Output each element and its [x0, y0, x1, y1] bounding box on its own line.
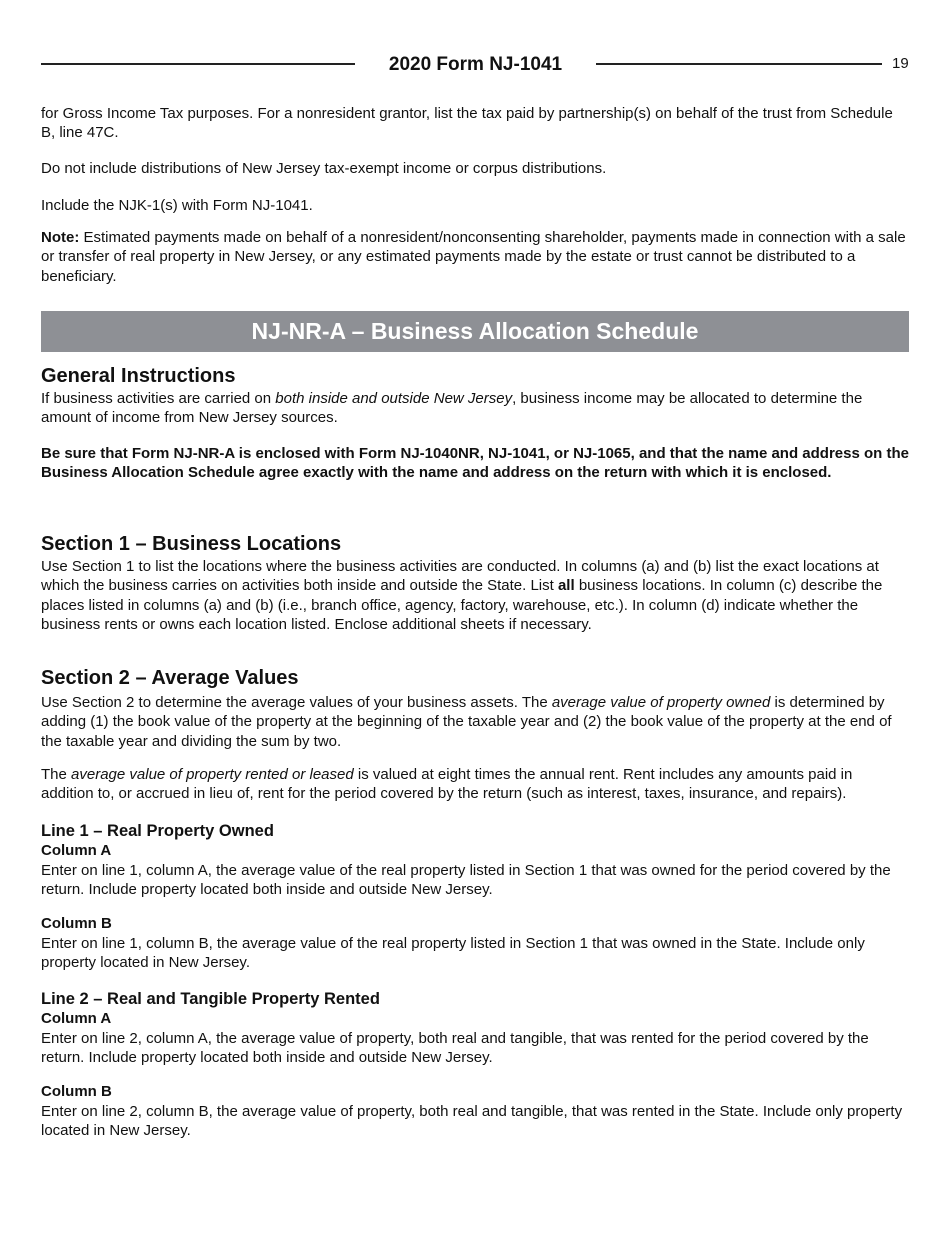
section-2-p2-emphasis: average value of property rented or leased: [71, 766, 354, 783]
note-paragraph: [41, 228, 909, 286]
note-label: Note:: [41, 229, 80, 246]
line-2-column-a-text: Enter on line 2, column A, the average value of property, both real and tangible, that was rented for the period covered by the return. Include property located both inside and outside New Jersey.: [41, 1030, 869, 1067]
page-header: [41, 52, 882, 78]
header-rule-left: [41, 63, 355, 65]
line-1-column-a-text: Enter on line 1, column A, the average value of the real property listed in Section 1 that was owned for the period covered by the return. Include property located both inside and outside New Jersey.: [41, 862, 891, 899]
general-p1-emphasis: both inside and outside New Jersey: [275, 390, 513, 407]
general-paragraph-1: [41, 389, 909, 428]
line-2-heading: Line 2 – Real and Tangible Property Rented: [41, 990, 380, 1008]
section-2-p2-text-b: is valued at eight times the annual rent. Rent includes any amounts paid in addition to, or accrued in lieu of, rent for the period covered by the return (such as interest, taxes, insurance, and repairs).: [41, 766, 853, 803]
section-2-heading: Section 2 – Average Values: [41, 667, 299, 689]
section-banner: NJ-NR-A – Business Allocation Schedule: [41, 311, 909, 352]
line-2-column-b-label: Column B: [41, 1083, 112, 1100]
line-2-column-b-text: Enter on line 2, column B, the average value of property, both real and tangible, that was rented in the State. Include only property located in New Jersey.: [41, 1103, 903, 1140]
general-paragraph-2: Be sure that Form NJ-NR-A is enclosed with Form NJ-1040NR, NJ-1041, or NJ-1065, and that the name and address on the Business Allocation Schedule agree exactly with the name and address on the return with which it is enclosed.: [41, 445, 909, 482]
page-number: 19: [892, 55, 909, 72]
section-2-p1-emphasis: average value of property owned: [551, 694, 771, 711]
intro-paragraph-3: Include the NJK-1(s) with Form NJ-1041.: [41, 197, 313, 214]
line-1-column-b-text: Enter on line 1, column B, the average value of the real property listed in Section 1 that was owned in the State. Include only property located in New Jersey.: [41, 935, 865, 972]
general-p1-text-b: , business income may be allocated to determine the amount of income from New Jersey sources.: [41, 390, 863, 427]
section-1-bold: all: [557, 577, 575, 595]
section-1-heading: Section 1 – Business Locations: [41, 533, 342, 555]
note-text: Estimated payments made on behalf of a nonresident/nonconsenting shareholder, payments made in connection with a sale or transfer of real property in New Jersey, or any estimated payments made by the estate or trust cannot be distributed to a beneficiary.: [41, 229, 906, 285]
line-2-column-a-label: Column A: [41, 1010, 112, 1027]
section-2-paragraph-2: [41, 765, 909, 804]
general-instructions-heading: General Instructions: [41, 365, 236, 387]
general-p1-text-a: If business activities are carried on: [41, 390, 276, 407]
line-1-column-b-label: Column B: [41, 915, 112, 932]
section-2-p1-text-a: Use Section 2 to determine the average values of your business assets. The: [41, 694, 552, 711]
line-1-heading: Line 1 – Real Property Owned: [41, 822, 274, 840]
header-rule-right: [596, 63, 882, 65]
intro-paragraph-2: Do not include distributions of New Jersey tax-exempt income or corpus distributions.: [41, 160, 607, 177]
page-title: 2020 Form NJ-1041: [388, 54, 563, 75]
section-2-p2-text-a: The: [41, 766, 72, 783]
line-1-column-a-label: Column A: [41, 842, 112, 859]
section-2-p1-text-b: is determined by adding (1) the book value of the property at the beginning of the taxable year and (2) the book value of the property at the end of the taxable year and dividing the sum by two.: [41, 694, 892, 750]
section-1-text-a: Use Section 1 to list the locations where the business activities are conducted. In columns (a) and (b) list the exact locations at which the business carries on activities both inside and outside the State. List: [41, 558, 879, 595]
section-1-paragraph: [41, 557, 909, 635]
section-2-paragraph-1: [41, 693, 909, 751]
section-1-text-b: business locations. In column (c) describe the places listed in columns (a) and (b) (i.e., branch office, agency, factory, warehouse, etc.). In column (d) indicate whether the business rents or owns each location listed. Enclose additional sheets if necessary.: [41, 577, 883, 634]
intro-paragraph-1: for Gross Income Tax purposes. For a nonresident grantor, list the tax paid by partnership(s) on behalf of the trust from Schedule B, line 47C.: [41, 105, 893, 142]
